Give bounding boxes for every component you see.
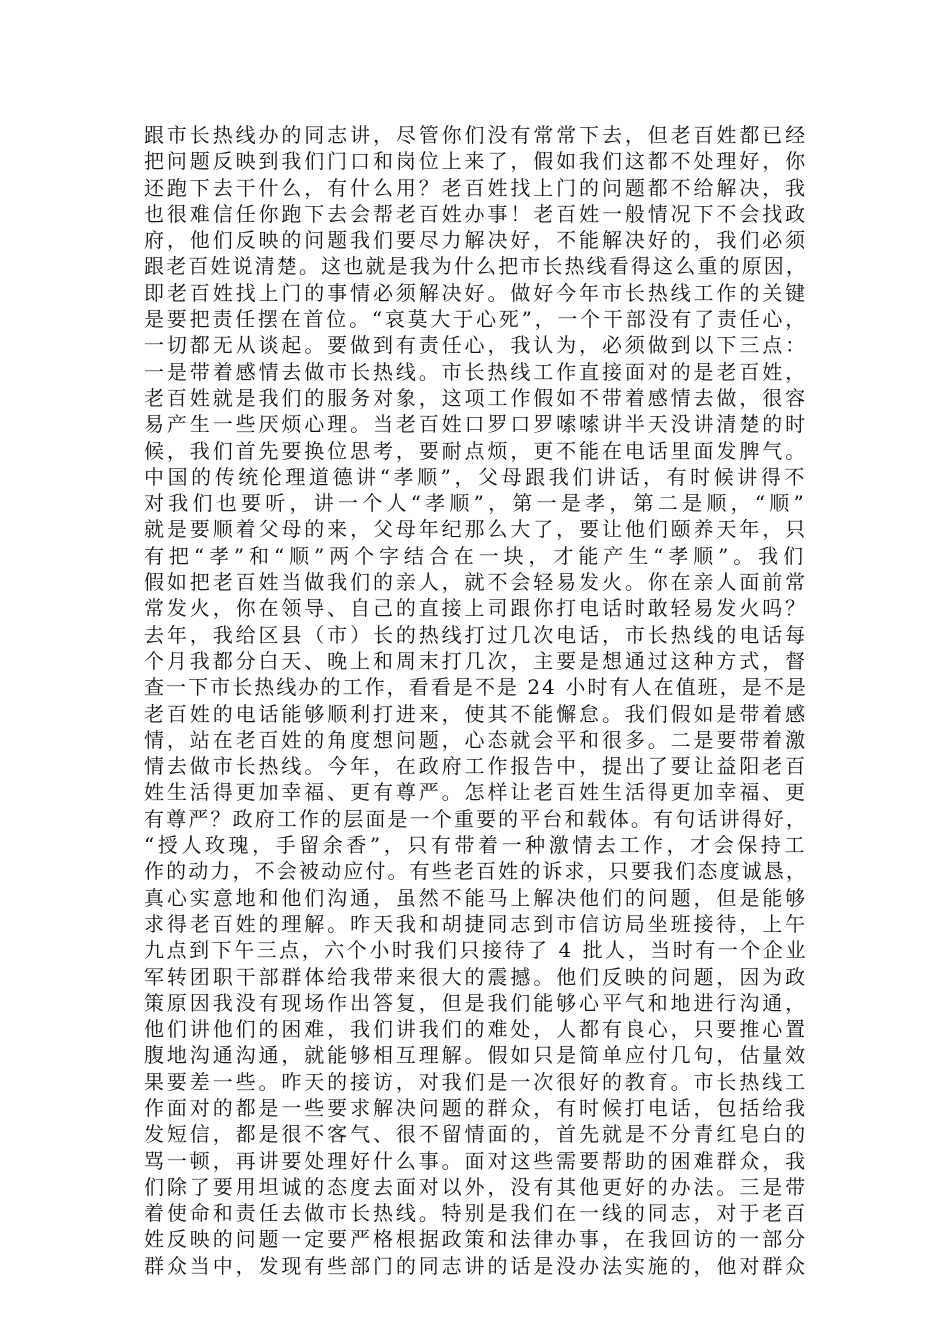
text-line: 是要把责任摆在首位。“哀莫大于心死”，一个干部没有了责任心，	[144, 307, 808, 332]
text-line: 个月我都分白天、晚上和周末打几次，主要是想通过这种方式，督	[144, 648, 809, 673]
text-line: 作面对的都是一些要求解决问题的群众，有时候打电话，包括给我	[144, 1095, 809, 1120]
text-line: 果要差一些。昨天的接访，对我们是一次很好的教育。市长热线工	[144, 1069, 809, 1094]
text-line: 易产生一些厌烦心理。当老百姓口罗口罗嗦嗦讲半天没讲清楚的时	[144, 412, 809, 437]
text-line: 跟市长热线办的同志讲，尽管你们没有常常下去，但老百姓都已经	[144, 123, 809, 147]
text-line: 姓生活得更加幸福、更有尊严。怎样让老百姓生活得更加幸福、更	[144, 780, 809, 805]
text-line: 查一下市长热线办的工作，看看是不是 24 小时有人在值班，是不是	[144, 675, 808, 700]
text-line: 他们讲他们的困难，我们讲我们的难处，人都有良心，只要推心置	[144, 1017, 809, 1042]
text-line: 常发火，你在领导、自己的直接上司跟你打电话时敢轻易发火吗？	[144, 596, 809, 621]
text-line: 情去做市长热线。今年，在政府工作报告中，提出了要让益阳老百	[144, 754, 809, 779]
text-line: 老百姓的电话能够顺利打进来，使其不能懈怠。我们假如是带着感	[144, 701, 809, 726]
text-line: 即老百姓找上门的事情必须解决好。做好今年市长热线工作的关键	[144, 280, 809, 305]
body-text	[144, 122, 808, 1279]
text-line: 有把“孝”和“顺”两个字结合在一块，才能产生“孝顺”。我们	[144, 543, 808, 568]
text-line: 老百姓就是我们的服务对象，这项工作假如不带着感情去做，很容	[144, 385, 809, 410]
text-line: 求得老百姓的理解。昨天我和胡捷同志到市信访局坐班接待，上午	[144, 911, 809, 936]
text-line: 对我们也要听，讲一个人“孝顺”，第一是孝，第二是顺，“顺”	[144, 491, 809, 516]
text-line: 有尊严？政府工作的层面是一个重要的平台和载体。有句话讲得好，	[144, 806, 808, 831]
text-line: 就是要顺着父母的来，父母年纪那么大了，要让他们颐养天年，只	[144, 517, 809, 542]
text-line: 军转团职干部群体给我带来很大的震撼。他们反映的问题，因为政	[144, 964, 809, 989]
text-line: 去年，我给区县（市）长的热线打过几次电话，市长热线的电话每	[144, 622, 809, 647]
text-line: 跟老百姓说清楚。这也就是我为什么把市长热线看得这么重的原因，	[144, 254, 808, 279]
text-line: 还跑下去干什么，有什么用？老百姓找上门的问题都不给解决，我	[144, 175, 809, 200]
text-line: 假如把老百姓当做我们的亲人，就不会轻易发火。你在亲人面前常	[144, 570, 809, 595]
text-line: 把问题反映到我们门口和岗位上来了，假如我们这都不处理好，你	[144, 149, 809, 174]
text-line: 九点到下午三点，六个小时我们只接待了 4 批人，当时有一个企业	[144, 938, 808, 963]
text-line: 骂一顿，再讲要处理好什么事。面对这些需要帮助的困难群众，我	[144, 1148, 809, 1173]
text-line: 情，站在老百姓的角度想问题，心态就会平和很多。二是要带着激	[144, 727, 809, 752]
text-line: 也很难信任你跑下去会帮老百姓办事！老百姓一般情况下不会找政	[144, 201, 809, 226]
text-line: 作的动力，不会被动应付。有些老百姓的诉求，只要我们态度诚恳，	[144, 859, 808, 884]
text-line: 群众当中，发现有些部门的同志讲的话是没办法实施的，他对群众	[144, 1253, 809, 1278]
text-line: 策原因我没有现场作出答复，但是我们能够心平气和地进行沟通，	[144, 990, 809, 1015]
text-line: 中国的传统伦理道德讲“孝顺”，父母跟我们讲话，有时候讲得不	[144, 464, 809, 489]
text-line: 姓反映的问题一定要严格根据政策和法律办事，在我回访的一部分	[144, 1227, 809, 1252]
text-line: 们除了要用坦诚的态度去面对以外，没有其他更好的办法。三是带	[144, 1174, 809, 1199]
text-line: “授人玫瑰，手留余香”，只有带着一种激情去工作，才会保持工	[144, 833, 809, 858]
text-line: 一是带着感情去做市长热线。市长热线工作直接面对的是老百姓，	[144, 359, 809, 384]
text-line: 候，我们首先要换位思考，要耐点烦，更不能在电话里面发脾气。	[144, 438, 809, 463]
text-line: 发短信，都是很不客气、很不留情面的，首先就是不分青红皂白的	[144, 1122, 809, 1147]
text-line: 一切都无从谈起。要做到有责任心，我认为，必须做到以下三点：	[144, 333, 809, 358]
text-line: 腹地沟通沟通，就能够相互理解。假如只是简单应付几句，估量效	[144, 1043, 809, 1068]
text-line: 真心实意地和他们沟通，虽然不能马上解决他们的问题，但是能够	[144, 885, 809, 910]
text-line: 府，他们反映的问题我们要尽力解决好，不能解决好的，我们必须	[144, 228, 809, 253]
text-line: 着使命和责任去做市长热线。特别是我们在一线的同志，对于老百	[144, 1201, 809, 1226]
